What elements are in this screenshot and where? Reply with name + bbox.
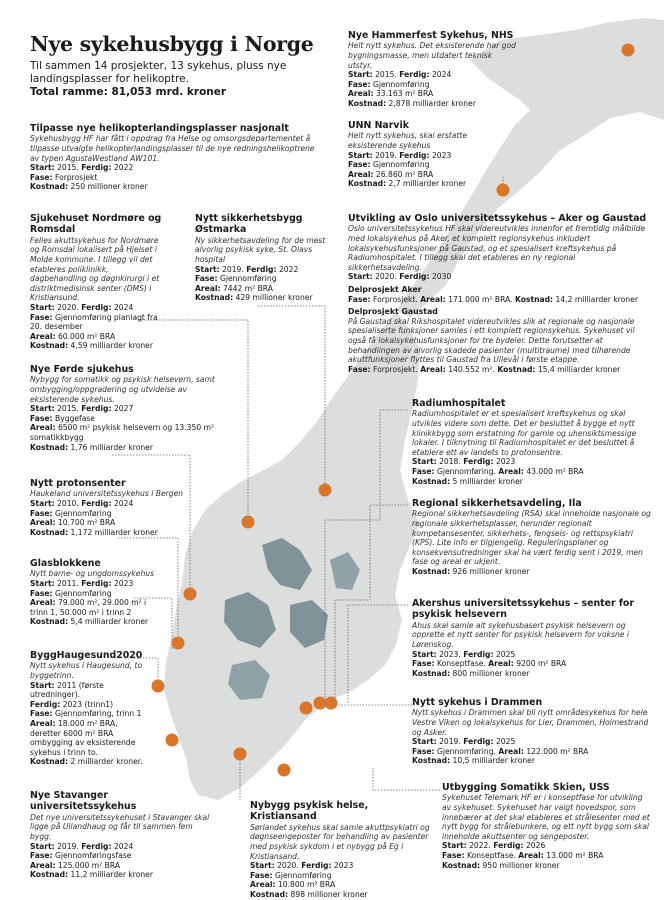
project-fase: Gjennomføring	[220, 274, 277, 284]
project-title: Radiumhospitalet	[412, 398, 506, 409]
project-ostmarka	[195, 213, 330, 303]
label-fase: Fase:	[30, 851, 53, 861]
label-areal: Areal:	[420, 294, 446, 304]
aker-kostnad: 14,2 milliarder kroner	[555, 294, 638, 304]
marker-forde[interactable]	[184, 588, 197, 601]
marker-kristiansand[interactable]	[234, 748, 247, 761]
project-title: Glasblokkene	[30, 558, 101, 569]
project-start: 2011 (første utredninger).	[30, 680, 104, 700]
project-ferdig: 2022	[278, 264, 299, 274]
label-kostnad: Kostnad:	[30, 442, 69, 452]
label-fase: Fase:	[348, 160, 371, 170]
project-ferdig: 2023	[431, 150, 452, 160]
project-skien	[442, 782, 652, 870]
project-kostnad: 898 millioner kroner	[290, 889, 368, 899]
project-desc: Sykehusbygg HF har fått i oppdrag fra Helse og omsorgsdepartementet å tilpasse utvalgte helikopterlandingsplasser til de nye redningshelikoptrene av typen AgustaWestland AW101.	[30, 134, 315, 163]
label-ferdig: Ferdig:	[81, 841, 112, 851]
project-areal: 10.700 m² BRA	[57, 518, 116, 528]
project-forde	[30, 364, 215, 452]
label-fase: Fase:	[30, 172, 53, 182]
label-start: Start:	[348, 70, 373, 80]
label-kostnad: Kostnad:	[412, 566, 451, 576]
label-kostnad: Kostnad:	[30, 870, 69, 880]
project-akershus	[412, 598, 652, 678]
label-fase: Fase:	[30, 312, 53, 322]
project-start: 2010.	[57, 499, 79, 508]
project-start: 2019.	[222, 264, 244, 274]
project-nordmore	[30, 213, 165, 351]
project-start: 2011.	[57, 579, 79, 588]
label-areal: Areal:	[420, 364, 446, 374]
project-stavanger	[30, 790, 215, 880]
gaustad-kostnad: 15,4 milliarder kroner	[537, 364, 621, 374]
project-ferdig: 2024	[113, 302, 134, 312]
label-ferdig: Ferdig:	[463, 737, 494, 747]
project-fase: Gjennomføring	[275, 870, 332, 880]
project-areal: 18.000 m² BRA, deretter 6000 m² BRA ombygging av eksisterende sykehus i trinn to.	[30, 718, 136, 757]
project-areal: 60.000 m² BRA	[57, 331, 116, 341]
project-fase: Gjennomføring, trinn 1	[55, 709, 142, 719]
project-desc: Radiumhospitalet er et spesialisert kreftsykehus og skal utvikles videre som dette. Det er besluttet å bygge et nytt klinikkbygg som erstatning for gamle og uhensiktsmessige lokaler. I tilknytning til Radiumhospitalet er det besluttet å etablere ett av landets to protonsentre.	[412, 409, 637, 457]
label-areal: Areal:	[30, 518, 56, 528]
label-ferdig: Ferdig:	[399, 150, 430, 160]
project-title: Nye Stavanger universitetssykehus	[30, 790, 137, 813]
project-fase: Gjennomføring	[373, 79, 430, 89]
project-title: Nytt sikkerhetsbygg Østmarka	[195, 213, 303, 236]
project-desc: Felles akuttsykehus for Nordmøre og Romsdal lokalisert på Hjelset i Molde kommune. I tillegg vil det etableres poliklinikk, dagbehandling og døgnkirurgi i et distriktmedisinsk senter (DMS) i Kristiansund.	[30, 235, 160, 303]
label-start: Start:	[412, 649, 437, 659]
label-areal: Areal:	[30, 331, 56, 341]
label-areal: Areal:	[348, 89, 374, 99]
project-title: UNN Narvik	[348, 120, 409, 131]
label-kostnad: Kostnad:	[412, 756, 451, 766]
project-fase: Gjennomføring.	[437, 466, 496, 476]
project-areal: 26.860 m² BRA	[375, 169, 434, 179]
label-fase: Fase:	[442, 850, 465, 860]
project-ferdig: 2026	[525, 841, 546, 851]
label-ferdig: Ferdig:	[399, 272, 430, 282]
project-areal: 43.000 m² BRA	[526, 466, 584, 476]
aker-fase: Forprosjekt.	[373, 294, 418, 304]
subproject-gaustad-title: Delprosjekt Gaustad	[348, 307, 438, 317]
project-areal: 7442 m² BRA	[222, 283, 273, 293]
project-title: Regional sikkerhetsavdeling, Ila	[412, 498, 582, 509]
label-start: Start:	[30, 404, 55, 414]
project-areal: 125.000 m² BRA	[57, 860, 121, 870]
project-ferdig: 2023	[333, 861, 354, 871]
project-title: Nytt sykehus i Drammen	[412, 697, 543, 708]
label-fase: Fase:	[348, 79, 371, 89]
project-start: 2020.	[277, 861, 299, 871]
project-kristiansand	[250, 800, 430, 900]
label-start: Start:	[412, 457, 437, 467]
project-kostnad: 950 millioner kroner	[482, 860, 560, 870]
project-kostnad: 5 milliarder kroner	[452, 476, 523, 486]
project-kostnad: 11,2 milliarder kroner	[70, 870, 153, 880]
project-areal: 10.800 m² BRA	[277, 880, 336, 890]
project-ferdig: 2024	[113, 841, 134, 851]
project-ferdig: 2027	[113, 404, 134, 414]
label-fase: Fase:	[348, 364, 371, 374]
label-fase: Fase:	[195, 274, 218, 284]
project-kostnad: 4,59 milliarder kroner	[70, 341, 153, 351]
project-start: 2019.	[439, 737, 461, 747]
project-title: Utbygging Somatikk Skien, USS	[442, 782, 610, 793]
project-desc: Nybygg for somatikk og psykisk helsevern, samt ombygging/oppgradering og utvidelse av eksisterende sykehus.	[30, 375, 215, 404]
label-start: Start:	[30, 302, 55, 312]
marker-ostmarka[interactable]	[319, 484, 332, 497]
project-radium	[412, 398, 652, 486]
project-kostnad: 1,172 milliarder kroner	[70, 527, 158, 537]
project-fase: Konseptfase.	[437, 659, 486, 669]
project-desc: Nytt sykehus i Haugesund, to byggetrinn.	[30, 661, 143, 680]
label-areal: Areal:	[30, 860, 56, 870]
label-ferdig: Ferdig:	[399, 70, 430, 80]
project-title: Akershus universitetssykehus – senter for psykisk helsevern	[412, 598, 635, 621]
label-ferdig: Ferdig:	[463, 649, 494, 659]
project-title: Sjukehuset Nordmøre og Romsdal	[30, 213, 162, 236]
label-ferdig: Ferdig:	[301, 861, 332, 871]
project-ferdig: 2023	[495, 457, 516, 467]
project-kostnad: 5,4 milliarder kroner	[70, 617, 149, 627]
project-helikopter	[30, 123, 320, 192]
project-title: Nytt protonsenter	[30, 478, 126, 489]
label-kostnad: Kostnad:	[412, 668, 451, 678]
label-kostnad: Kostnad:	[30, 182, 69, 192]
label-areal: Areal:	[30, 423, 56, 433]
label-kostnad: Kostnad:	[30, 341, 69, 351]
label-kostnad: Kostnad:	[348, 179, 387, 189]
aker-areal: 171.000 m² BRA.	[448, 294, 513, 304]
label-areal: Areal:	[250, 880, 276, 890]
marker-nordmore[interactable]	[242, 516, 255, 529]
label-ferdig: Ferdig:	[81, 579, 112, 588]
project-areal: 13.000 m² BRA	[546, 850, 604, 860]
label-start: Start:	[250, 861, 275, 871]
project-title: Nye Hammerfest Sykehus, NHS	[348, 30, 514, 41]
gaustad-fase: Forprosjekt.	[373, 364, 418, 374]
subproject-aker-title: Delprosjekt Aker	[348, 284, 422, 294]
label-ferdig: Ferdig:	[81, 163, 112, 173]
label-fase: Fase:	[30, 588, 53, 598]
label-start: Start:	[30, 499, 55, 508]
label-ferdig: Ferdig:	[81, 302, 112, 312]
project-hammerfest	[348, 30, 518, 109]
label-fase: Fase:	[412, 466, 435, 476]
project-fase: Gjennomføringsfase	[55, 851, 132, 861]
project-kostnad: 2 milliarder kroner.	[70, 757, 143, 767]
marker-narvik[interactable]	[497, 184, 510, 197]
project-start: 2015.	[57, 404, 79, 414]
project-start: 2020.	[375, 272, 397, 282]
subproject-gaustad-desc: På Gaustad skal Rikshospitalet videreutvikles slik at regionale og nasjonale spesialiserte funksjoner samles i ett komplett regionsykehus. Sykehuset vil også få lokalsykehusfunksjoner for tre bydeler. Dette forutsetter at behandlingen av alvorlig skadede pasienter (multitraume) med tilhørende akuttfunksjoner flyttes til Gaustad fra Ullevål i første etappe.	[348, 316, 635, 365]
project-ferdig: 2024	[113, 499, 134, 508]
label-areal: Areal:	[518, 850, 544, 860]
project-kostnad: 250 millioner kroner	[70, 182, 148, 192]
project-title: Nye Førde sjukehus	[30, 364, 134, 375]
label-fase: Fase:	[30, 709, 53, 719]
project-title: Utvikling av Oslo universitetssykehus – Aker og Gaustad	[348, 213, 647, 224]
marker-proton[interactable]	[172, 637, 185, 650]
project-desc: Haukeland universitetssykehus i Bergen	[30, 489, 184, 499]
label-kostnad: Kostnad:	[250, 889, 289, 899]
connector-skien	[373, 768, 440, 790]
project-haugesund	[30, 650, 148, 767]
label-areal: Areal:	[498, 746, 524, 756]
page-subtitle: Til sammen 14 prosjekter, 13 sykehus, pluss nye landingsplasser for helikoptre.	[30, 60, 287, 85]
label-kostnad: Kostnad:	[497, 364, 536, 374]
label-start: Start:	[30, 841, 55, 851]
project-title: Tilpasse nye helikopterlandingsplasser nasjonalt	[30, 123, 289, 134]
project-kostnad: 2,878 milliarder kroner	[388, 98, 476, 108]
project-kostnad: 926 millioner kroner	[452, 566, 530, 576]
project-desc: Det nye universitetssykehuset i Stavanger skal ligge på Ullandhaug og får til sammen fem bygg.	[30, 812, 210, 841]
label-start: Start:	[348, 150, 373, 160]
project-fase: Gjennomføring	[373, 160, 430, 170]
label-ferdig: Ferdig:	[493, 841, 524, 851]
project-glasblokkene	[30, 558, 155, 627]
label-start: Start:	[412, 737, 437, 747]
label-ferdig: Ferdig:	[30, 699, 61, 709]
project-ferdig: 2025	[495, 737, 516, 747]
project-fase: Gjennomføring	[55, 508, 112, 518]
project-start: 2018.	[439, 457, 461, 467]
project-ferdig: 2022	[113, 163, 134, 173]
project-fase: Forprosjekt	[55, 172, 98, 182]
project-kostnad: 429 millioner kroner	[235, 293, 313, 303]
project-start: 2020.	[57, 302, 79, 312]
label-areal: Areal:	[488, 659, 514, 669]
project-desc: Nytt sykehus i Drammen skal bli nytt områdesykehus for hele Vestre Viken og lokalsykehus for Lier, Drammen, Holmestrand og Asker.	[412, 708, 649, 737]
label-kostnad: Kostnad:	[514, 294, 554, 304]
label-start: Start:	[30, 680, 55, 690]
label-fase: Fase:	[348, 294, 371, 304]
label-ferdig: Ferdig:	[463, 457, 494, 467]
label-areal: Areal:	[30, 718, 56, 728]
project-desc: Ny sikkerhetsavdeling for de mest alvorlig psykisk syke, St. Olavs hospital	[195, 235, 326, 264]
label-fase: Fase:	[412, 746, 435, 756]
marker-skien[interactable]	[278, 764, 291, 777]
marker-stavanger[interactable]	[166, 734, 179, 747]
project-start: 2019.	[375, 150, 397, 160]
label-kostnad: Kostnad:	[412, 476, 451, 486]
project-areal: 9200 m² BRA	[516, 659, 567, 669]
label-kostnad: Kostnad:	[30, 617, 69, 627]
project-kostnad: 2,7 milliarder kroner	[388, 179, 467, 189]
label-areal: Areal:	[348, 169, 374, 179]
label-kostnad: Kostnad:	[348, 98, 387, 108]
label-fase: Fase:	[30, 508, 53, 518]
marker-oslo-2[interactable]	[325, 697, 338, 710]
label-fase: Fase:	[412, 659, 435, 669]
label-ferdig: Ferdig:	[246, 264, 277, 274]
label-start: Start:	[195, 264, 220, 274]
label-ferdig: Ferdig:	[81, 404, 112, 414]
project-fase: Gjennomføring	[55, 588, 112, 598]
project-ferdig: 2025	[495, 649, 516, 659]
project-title: ByggHaugesund2020	[30, 650, 143, 661]
marker-hammerfest[interactable]	[622, 44, 635, 57]
label-kostnad: Kostnad:	[195, 293, 234, 303]
project-regional	[412, 498, 652, 577]
project-proton	[30, 478, 200, 537]
project-desc: Nytt barne- og ungdomssykehus	[30, 569, 155, 579]
project-desc: Ahus skal samle alt sykehusbasert psykisk helsevern og opprette et nytt senter for psykisk helsevern for voksne i Lørenskog.	[412, 620, 629, 649]
label-fase: Fase:	[30, 413, 53, 423]
label-areal: Areal:	[30, 598, 56, 608]
label-start: Start:	[30, 579, 55, 588]
project-areal: 33.163 m² BRA	[375, 89, 434, 99]
label-ferdig: Ferdig:	[81, 499, 112, 508]
label-start: Start:	[348, 272, 373, 282]
project-areal: 122.000 m² BRA	[526, 746, 589, 756]
label-kostnad: Kostnad:	[30, 757, 69, 767]
label-kostnad: Kostnad:	[442, 860, 481, 870]
project-start: 2023.	[439, 649, 461, 659]
label-areal: Areal:	[498, 466, 524, 476]
label-start: Start:	[442, 841, 467, 851]
page-title: Nye sykehusbygg i Norge	[30, 32, 314, 56]
label-kostnad: Kostnad:	[30, 527, 69, 537]
project-areal: 6500 m² psykisk helsevern og 13.350 m² somatikkbygg	[30, 423, 215, 442]
project-start: 2019.	[57, 841, 79, 851]
project-ferdig: 2030	[431, 272, 452, 282]
project-fase: Byggefase	[55, 413, 95, 423]
project-fase: Gjennomføring planlagt fra 20. desember	[30, 312, 158, 332]
project-drammen	[412, 697, 652, 766]
label-areal: Areal:	[195, 283, 221, 293]
project-oslo	[348, 213, 648, 374]
project-ferdig: 2023 (trinn1)	[62, 699, 114, 709]
project-start: 2015.	[375, 70, 397, 80]
project-desc: Oslo universitetssykehus HF skal videreutvikles innenfor et fremtidig målbilde med lokalsykehus på Aker, et komplett regionsykehus inkludert lokalsykehusfunksjoner på Gaustad, og et spesialisert kreftsykehus på Radiumhospitalet. I tillegg skal det etableres en ny regional sikkerhetsavdeling.	[348, 224, 646, 272]
project-desc: Regional sikkerhetsavdeling (RSA) skal inneholde nasjonale og regionale sikkerhetsplasser, herunder regionalt kompetansesenter, sikkerhets-, fengsels- og rettspsykiatri (KPS). Lite info er tilgjengelig. Reguleringsplaner og konsekvensutredninger skal ha vært ferdig sent i 2019, men fase og areal er ukjent.	[412, 509, 651, 567]
project-ferdig: 2023	[113, 579, 134, 588]
marker-drammen[interactable]	[300, 702, 313, 715]
label-fase: Fase:	[250, 870, 273, 880]
project-kostnad: 1,76 milliarder kroner	[70, 442, 153, 452]
project-areal: 79.000 m², 29.000 m² i trinn 1, 50.000 m² i trinn 2	[30, 598, 147, 617]
project-ferdig: 2024	[431, 70, 452, 80]
project-desc: Sykehuset Telemark HF er i konseptfase for utvikling av sykehuset. Sykehuset har valgt hovedspor, som innebærer at det skal etableres et strålesenter med et nytt bygg for strålebunkere, og ett nytt bygg som skal inneholde akuttsenter og sengeposter.	[442, 793, 650, 841]
label-start: Start:	[30, 163, 55, 173]
page-total: Total ramme: 81,053 mrd. kroner	[30, 86, 227, 98]
header	[30, 32, 320, 99]
marker-haugesund[interactable]	[152, 680, 165, 693]
project-kostnad: 800 millioner kroner	[452, 668, 530, 678]
project-kostnad: 10,5 milliarder kroner	[452, 756, 535, 766]
project-start: 2022.	[469, 841, 491, 851]
project-desc: Sørlandet sykehus skal samle akuttpsykiatri og døgnseengeposter for behandling av pasienter med psykisk sykdom i et nybygg på Eg i Kristiansand.	[250, 822, 430, 861]
project-narvik	[348, 120, 488, 189]
gaustad-areal: 140.552 m².	[448, 364, 495, 374]
project-desc: Helt nytt sykehus. Det eksisterende har god bygningsmasse, men utdatert teknisk utstyr.	[348, 41, 516, 70]
project-desc: Helt nytt sykehus, skal erstatte eksisterende sykehus	[348, 131, 468, 150]
project-title: Nybygg psykisk helse, Kristiansand	[250, 800, 369, 823]
project-fase: Konseptfase.	[467, 850, 516, 860]
project-fase: Gjennomføring.	[437, 746, 496, 756]
project-start: 2015.	[57, 163, 79, 173]
